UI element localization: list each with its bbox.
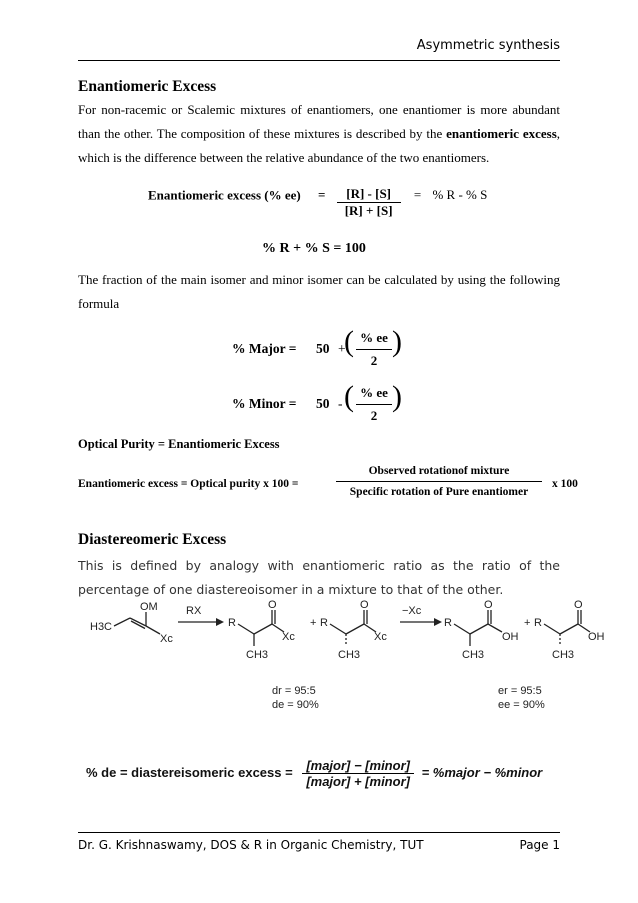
svg-text:R: R (228, 617, 236, 629)
svg-text:CH3: CH3 (552, 649, 575, 661)
svg-text:R: R (320, 617, 328, 629)
major-operator: + (338, 341, 346, 356)
diastereomeric-paragraph: This is defined by analogy with enantiomeric ratio as the ratio of the percentage of one diastereoisomer in a mixture to that of the other. (78, 558, 560, 597)
svg-text:O: O (360, 600, 369, 611)
svg-text:+: + (524, 617, 531, 629)
optical-purity-lhs: Enantiomeric excess = Optical purity x 100 = (78, 478, 299, 490)
running-header: Asymmetric synthesis (416, 38, 560, 53)
footer-author: Dr. G. Krishnaswamy, DOS & R in Organic Chemistry, TUT (78, 838, 424, 852)
minor-fraction: % ee 2 (356, 385, 392, 424)
minor-label: % Minor = (232, 396, 297, 411)
ee-formula: Enantiomeric excess (% ee) = $\frac{[R] - [S]}{[R] + [S]}$ = % R - % S (148, 186, 488, 218)
dr-value: dr = 95:5 (272, 685, 316, 697)
svg-text:CH3: CH3 (338, 649, 361, 661)
optical-purity-statement: Optical Purity = Enantiomeric Excess (78, 437, 280, 451)
svg-text:OH: OH (588, 631, 605, 643)
optical-purity-fraction: Observed rotationof mixture Specific rotation of Pure enantiomer (336, 465, 542, 498)
svg-text:RX: RX (186, 605, 202, 617)
de-rhs: = %major − %minor (421, 764, 543, 780)
er-value: er = 95:5 (498, 685, 542, 697)
minor-constant: 50 (316, 396, 330, 411)
de-lhs: % de = diastereisomeric excess = (86, 764, 293, 780)
arrow-head-xc (434, 618, 442, 626)
sum-equation: % R + % S = 100 (262, 241, 366, 256)
svg-text:CH3: CH3 (462, 649, 485, 661)
svg-text:OM: OM (140, 601, 158, 613)
svg-text:CH3: CH3 (246, 649, 269, 661)
svg-text:O: O (574, 600, 583, 611)
ee-value: ee = 90% (498, 699, 545, 710)
header-rule (78, 60, 560, 61)
footer-page-number: Page 1 (519, 838, 560, 852)
arrow-head-rx (216, 618, 224, 626)
minor-operator: - (338, 396, 343, 411)
major-fraction: % ee 2 (356, 330, 392, 369)
de-fraction: $\frac{\text{[major] − [minor]}}{\text{[major] + [minor]}}$ (302, 758, 414, 789)
footer-rule (78, 832, 560, 833)
section-heading-diastereomeric: Diastereomeric Excess (78, 531, 227, 548)
major-constant: 50 (316, 341, 330, 356)
ee-rhs: % R - % S (432, 187, 488, 203)
svg-text:O: O (484, 600, 493, 611)
svg-text:+: + (310, 617, 317, 629)
optical-purity-rhs: x 100 (552, 478, 578, 490)
svg-text:R: R (534, 617, 542, 629)
svg-text:OH: OH (502, 631, 519, 643)
major-label: % Major = (232, 341, 297, 356)
svg-text:−Xc: −Xc (402, 605, 422, 617)
de-value: de = 90% (272, 699, 319, 710)
ee-label: Enantiomeric excess (% ee) (148, 187, 301, 203)
reaction-scheme (78, 600, 608, 710)
fraction-paragraph: The fraction of the main isomer and minor isomer can be calculated by using the following formula (78, 272, 560, 311)
svg-text:Xc: Xc (282, 631, 295, 643)
intro-paragraph: For non-racemic or Scalemic mixtures of enantiomers, one enantiomer is more abundant than the other. The composition of these mixtures is described by the enantiomeric excess, which is the difference between the relative abundance of the two enantiomers. (78, 102, 561, 165)
svg-text:H3C: H3C (90, 621, 113, 633)
section-heading-enantiomeric: Enantiomeric Excess (78, 78, 217, 95)
svg-text:Xc: Xc (374, 631, 387, 643)
ee-fraction: $\frac{[R] - [S]}{[R] + [S]}$ (337, 186, 401, 219)
svg-text:O: O (268, 600, 277, 611)
term-enantiomeric-excess: enantiomeric excess (446, 126, 557, 141)
svg-text:R: R (444, 617, 452, 629)
de-formula (86, 758, 542, 789)
svg-text:Xc: Xc (160, 633, 173, 645)
